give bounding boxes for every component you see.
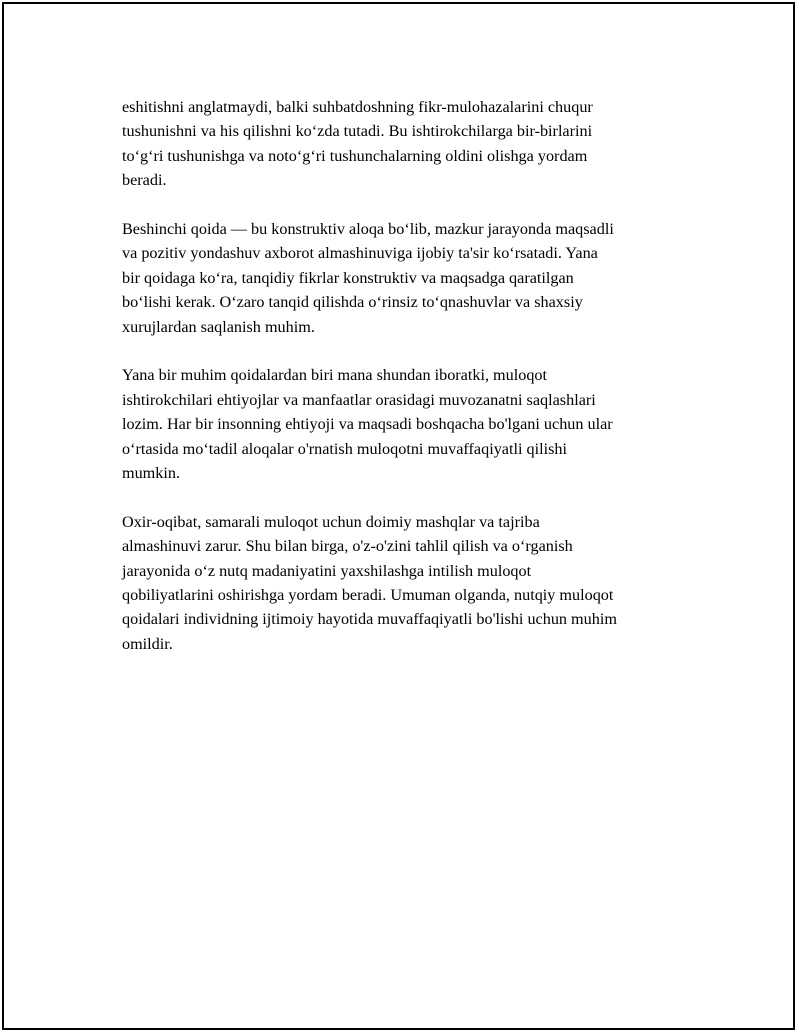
text-line: omildir. <box>122 634 173 653</box>
text-line: xurujlardan saqlanish muhim. <box>122 317 315 336</box>
paragraph-2 <box>122 217 694 339</box>
text-line: va pozitiv yondashuv axborot almashinuviga ijobiy ta'sir koʻrsatadi. Yana <box>122 244 598 263</box>
paragraph-1 <box>122 95 694 193</box>
text-line: Beshinchi qoida — bu konstruktiv aloqa boʻlib, mazkur jarayonda maqsadli <box>122 220 614 239</box>
document-body <box>122 95 694 656</box>
text-line: oʻrtasida moʻtadil aloqalar o'rnatish muloqotni muvaffaqiyatli qilishi <box>122 439 567 458</box>
text-line: jarayonida oʻz nutq madaniyatini yaxshilashga intilish muloqot <box>122 561 532 580</box>
text-line: tushunishni va his qilishni koʻzda tutadi. Bu ishtirokchilarga bir-birlarini <box>122 122 593 141</box>
text-line: qobiliyatlarini oshirishga yordam beradi. Umuman olganda, nutqiy muloqot <box>122 586 614 605</box>
text-line: boʻlishi kerak. Oʻzaro tanqid qilishda oʻrinsiz toʻqnashuvlar va shaxsiy <box>122 293 583 312</box>
text-line: Yana bir muhim qoidalardan biri mana shundan iboratki, muloqot <box>122 366 548 385</box>
text-line: eshitishni anglatmaydi, balki suhbatdoshning fikr-mulohazalarini chuqur <box>122 98 593 116</box>
text-line: bir qoidaga koʻra, tanqidiy fikrlar konstruktiv va maqsadga qaratilgan <box>122 268 574 287</box>
paragraph-4 <box>122 510 694 656</box>
page-frame <box>2 2 795 1030</box>
text-line: mumkin. <box>122 464 181 483</box>
text-line: lozim. Har bir insonning ehtiyoji va maqsadi boshqacha bo'lgani uchun ular <box>122 415 613 434</box>
text-line: ishtirokchilari ehtiyojlar va manfaatlar orasidagi muvozanatni saqlashlari <box>122 390 596 409</box>
text-line: almashinuvi zarur. Shu bilan birga, o'z-o'zini tahlil qilish va oʻrganish <box>122 537 573 556</box>
text-line: beradi. <box>122 171 167 190</box>
text-line: Oxir-oqibat, samarali muloqot uchun doimiy mashqlar va tajriba <box>122 512 540 531</box>
paragraph-3 <box>122 363 694 485</box>
text-line: toʻgʻri tushunishga va notoʻgʻri tushunchalarning oldini olishga yordam <box>122 146 588 165</box>
text-line: qoidalari individning ijtimoiy hayotida muvaffaqiyatli bo'lishi uchun muhim <box>122 610 617 629</box>
